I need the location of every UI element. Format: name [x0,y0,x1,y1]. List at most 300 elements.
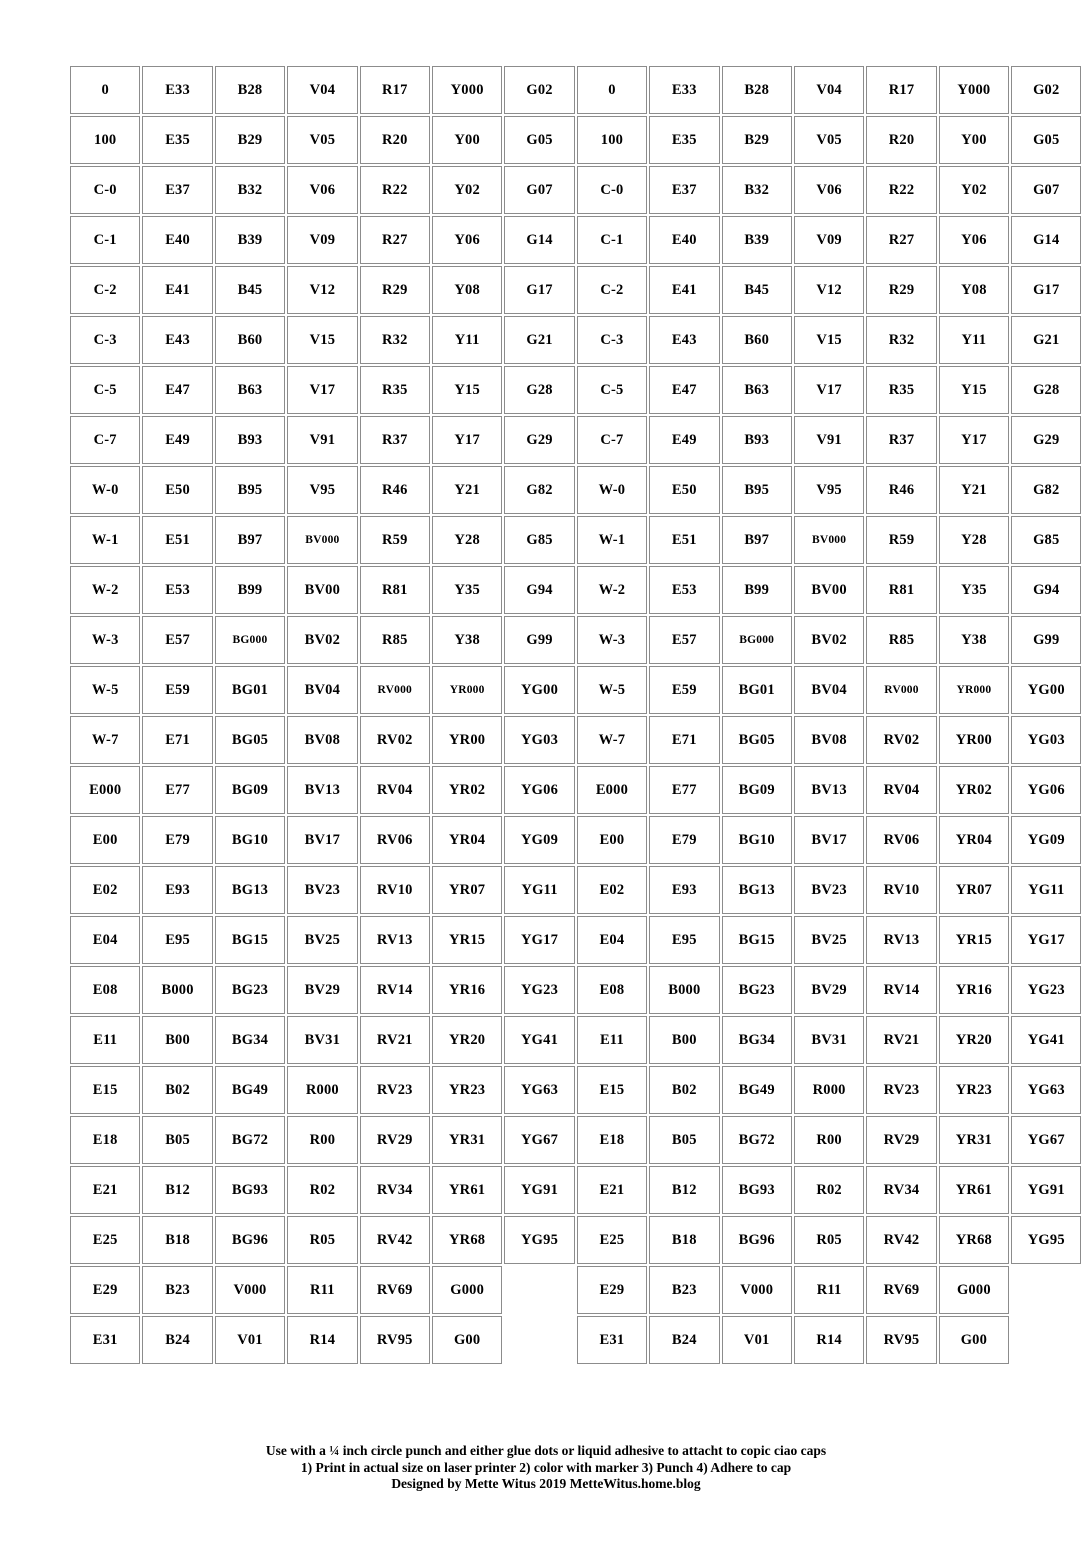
marker-code-cell: BG10 [722,816,792,864]
marker-code-cell: YR15 [432,916,502,964]
marker-code-cell: Y000 [939,66,1009,114]
marker-code-cell: Y000 [432,66,502,114]
marker-code-cell: BG72 [215,1116,285,1164]
marker-code-cell: E59 [649,666,719,714]
marker-code-cell: R46 [360,466,430,514]
marker-code-cell: E31 [577,1316,647,1364]
table-row [70,216,1081,264]
marker-code-cell: W-7 [70,716,140,764]
marker-code-cell: R22 [866,166,936,214]
marker-code-cell: E15 [577,1066,647,1114]
marker-code-cell: B00 [142,1016,212,1064]
footer-line-1: Use with a ¼ inch circle punch and either glue dots or liquid adhesive to attacht to copic ciao caps [265,1443,827,1458]
table-row [70,316,1081,364]
marker-code-cell: YR20 [939,1016,1009,1064]
marker-code-cell: B95 [215,466,285,514]
marker-code-cell: YG41 [504,1016,574,1064]
marker-code-cell: YR68 [432,1216,502,1264]
marker-code-cell: RV14 [866,966,936,1014]
marker-code-cell: R46 [866,466,936,514]
marker-code-cell: YR16 [432,966,502,1014]
marker-code-cell: E00 [577,816,647,864]
marker-code-cell: G000 [939,1266,1009,1314]
table-row [70,966,1081,1014]
table-body [70,66,1081,1364]
marker-code-cell: YG67 [504,1116,574,1164]
marker-code-cell: YR16 [939,966,1009,1014]
marker-code-cell: G00 [432,1316,502,1364]
table-row [70,1316,1081,1364]
marker-code-cell: G21 [1011,316,1081,364]
marker-code-cell: BV13 [287,766,357,814]
marker-code-cell: BV31 [287,1016,357,1064]
marker-code-cell: B99 [215,566,285,614]
marker-code-cell: R85 [866,616,936,664]
table-row [70,1216,1081,1264]
marker-code-cell: BG09 [722,766,792,814]
marker-code-cell: C-2 [70,266,140,314]
marker-code-cell: Y00 [432,116,502,164]
marker-code-cell: BG93 [722,1166,792,1214]
marker-code-cell: BG96 [215,1216,285,1264]
marker-code-cell: R11 [287,1266,357,1314]
marker-code-cell: RV69 [866,1266,936,1314]
marker-code-cell: RV29 [360,1116,430,1164]
marker-code-cell: C-5 [70,366,140,414]
marker-code-cell: B99 [722,566,792,614]
marker-code-cell: G29 [1011,416,1081,464]
marker-code-cell: B97 [722,516,792,564]
marker-code-cell: 0 [70,66,140,114]
marker-code-cell: RV23 [866,1066,936,1114]
marker-code-cell: E18 [577,1116,647,1164]
marker-code-cell: B28 [215,66,285,114]
marker-code-cell: RV14 [360,966,430,1014]
marker-code-cell: YG63 [504,1066,574,1114]
marker-code-cell: Y35 [432,566,502,614]
marker-code-cell: YR61 [939,1166,1009,1214]
marker-code-cell: V12 [794,266,864,314]
marker-code-cell: E25 [577,1216,647,1264]
table-row [70,1016,1081,1064]
marker-code-cell: G99 [1011,616,1081,664]
marker-code-cell: W-0 [70,466,140,514]
marker-code-cell: G05 [504,116,574,164]
marker-code-cell: R00 [287,1116,357,1164]
marker-code-cell: R29 [360,266,430,314]
marker-code-cell: W-0 [577,466,647,514]
marker-code-cell: R27 [360,216,430,264]
marker-code-cell: E29 [70,1266,140,1314]
marker-code-cell: Y38 [432,616,502,664]
marker-code-cell: B23 [142,1266,212,1314]
marker-code-cell: B93 [215,416,285,464]
marker-code-cell: R59 [360,516,430,564]
marker-code-cell: E29 [577,1266,647,1314]
marker-code-cell: W-1 [70,516,140,564]
marker-code-cell: G85 [504,516,574,564]
marker-code-cell: RV21 [866,1016,936,1064]
marker-code-cell: BG13 [722,866,792,914]
marker-code-cell: B00 [649,1016,719,1064]
marker-code-cell: E33 [142,66,212,114]
marker-code-cell: RV13 [866,916,936,964]
marker-code-cell: Y17 [432,416,502,464]
marker-code-cell: G21 [504,316,574,364]
marker-code-cell: R27 [866,216,936,264]
marker-code-cell: BG01 [722,666,792,714]
marker-code-cell: BV25 [287,916,357,964]
marker-code-cell: B24 [649,1316,719,1364]
marker-code-cell: B32 [722,166,792,214]
table-row [70,116,1081,164]
marker-code-cell: BG34 [722,1016,792,1064]
marker-code-cell: E71 [649,716,719,764]
footer-line-3: Designed by Mette Witus 2019 MetteWitus.home.blog [391,1476,701,1491]
marker-code-cell: E02 [70,866,140,914]
marker-code-cell: R05 [287,1216,357,1264]
table-row [70,816,1081,864]
marker-code-cell: E59 [142,666,212,714]
marker-code-cell: V09 [287,216,357,264]
marker-code-cell: RV02 [866,716,936,764]
empty-cell [1011,1316,1081,1364]
table-row [70,466,1081,514]
marker-code-cell: E31 [70,1316,140,1364]
marker-code-cell: E41 [142,266,212,314]
marker-code-cell: YG11 [1011,866,1081,914]
marker-code-cell: E50 [649,466,719,514]
marker-code-cell: RV04 [360,766,430,814]
marker-code-cell: BV000 [794,516,864,564]
marker-code-cell: B000 [649,966,719,1014]
marker-code-cell: YR20 [432,1016,502,1064]
marker-code-cell: BG13 [215,866,285,914]
marker-code-cell: G07 [1011,166,1081,214]
marker-code-cell: BG34 [215,1016,285,1064]
marker-code-cell: V09 [794,216,864,264]
marker-code-cell: RV42 [360,1216,430,1264]
marker-code-cell: B12 [142,1166,212,1214]
marker-code-cell: YR31 [939,1116,1009,1164]
marker-code-cell: BV00 [794,566,864,614]
marker-code-cell: BG09 [215,766,285,814]
marker-code-cell: G02 [504,66,574,114]
marker-code-cell: Y21 [432,466,502,514]
marker-code-cell: B000 [142,966,212,1014]
marker-code-cell: BG05 [215,716,285,764]
marker-code-cell: E49 [649,416,719,464]
marker-code-cell: RV000 [866,666,936,714]
marker-code-cell: G07 [504,166,574,214]
marker-code-cell: B29 [215,116,285,164]
marker-code-cell: BG93 [215,1166,285,1214]
marker-code-cell: E49 [142,416,212,464]
table-row [70,1166,1081,1214]
marker-code-cell: E53 [649,566,719,614]
marker-code-cell: E47 [649,366,719,414]
marker-code-cell: B05 [649,1116,719,1164]
marker-code-cell: RV69 [360,1266,430,1314]
marker-code-cell: V06 [287,166,357,214]
marker-code-cell: YR02 [939,766,1009,814]
marker-code-cell: BV29 [287,966,357,1014]
marker-code-cell: BV000 [287,516,357,564]
marker-code-cell: G17 [1011,266,1081,314]
marker-code-cell: Y17 [939,416,1009,464]
marker-code-cell: RV34 [866,1166,936,1214]
marker-code-cell: R14 [287,1316,357,1364]
marker-code-cell: R85 [360,616,430,664]
marker-code-cell: E57 [142,616,212,664]
marker-code-cell: V04 [287,66,357,114]
marker-code-cell: RV23 [360,1066,430,1114]
marker-code-cell: E000 [577,766,647,814]
marker-code-cell: G02 [1011,66,1081,114]
marker-code-cell: V000 [215,1266,285,1314]
marker-code-cell: B60 [722,316,792,364]
marker-code-cell: E57 [649,616,719,664]
marker-code-cell: YR23 [432,1066,502,1114]
marker-code-cell: B24 [142,1316,212,1364]
marker-code-cell: E79 [649,816,719,864]
marker-code-cell: B97 [215,516,285,564]
marker-code-cell: B12 [649,1166,719,1214]
marker-code-cell: G29 [504,416,574,464]
marker-code-cell: BG000 [722,616,792,664]
marker-code-cell: B60 [215,316,285,364]
marker-code-cell: E11 [70,1016,140,1064]
marker-code-cell: YR31 [432,1116,502,1164]
table-row [70,366,1081,414]
marker-code-cell: V12 [287,266,357,314]
table-row [70,916,1081,964]
marker-code-cell: R02 [794,1166,864,1214]
marker-code-cell: G82 [1011,466,1081,514]
marker-code-cell: E95 [142,916,212,964]
marker-code-cell: R35 [360,366,430,414]
table-row [70,616,1081,664]
marker-code-cell: B29 [722,116,792,164]
marker-code-cell: Y38 [939,616,1009,664]
marker-code-cell: R17 [866,66,936,114]
marker-code-cell: BV04 [287,666,357,714]
marker-code-cell: B63 [215,366,285,414]
marker-code-cell: V91 [794,416,864,464]
marker-code-cell: V01 [215,1316,285,1364]
marker-code-cell: R000 [794,1066,864,1114]
marker-code-cell: BV23 [287,866,357,914]
marker-code-cell: BG49 [215,1066,285,1114]
marker-code-cell: BG23 [722,966,792,1014]
marker-code-cell: YG03 [1011,716,1081,764]
marker-code-cell: BV17 [794,816,864,864]
marker-code-cell: BG01 [215,666,285,714]
marker-code-cell: YG91 [504,1166,574,1214]
marker-code-cell: V95 [287,466,357,514]
marker-code-cell: B23 [649,1266,719,1314]
table-row [70,666,1081,714]
marker-code-cell: YR000 [939,666,1009,714]
marker-code-cell: RV02 [360,716,430,764]
marker-code-cell: R37 [360,416,430,464]
table-row [70,266,1081,314]
table-row [70,766,1081,814]
marker-code-cell: YG95 [1011,1216,1081,1264]
marker-code-cell: RV10 [360,866,430,914]
marker-code-cell: RV95 [360,1316,430,1364]
marker-code-cell: V95 [794,466,864,514]
marker-code-cell: E53 [142,566,212,614]
marker-code-cell: C-3 [70,316,140,364]
footer-line-2: 1) Print in actual size on laser printer 2) color with marker 3) Punch 4) Adhere to cap [300,1459,792,1475]
marker-code-cell: E35 [142,116,212,164]
marker-code-cell: R00 [794,1116,864,1164]
marker-code-cell: BG05 [722,716,792,764]
marker-code-cell: B45 [722,266,792,314]
marker-code-cell: G85 [1011,516,1081,564]
marker-code-cell: BV31 [794,1016,864,1064]
marker-code-cell: YR04 [432,816,502,864]
marker-code-cell: Y08 [432,266,502,314]
marker-code-cell: Y08 [939,266,1009,314]
marker-code-cell: Y11 [939,316,1009,364]
marker-code-cell: B95 [722,466,792,514]
marker-code-cell: E47 [142,366,212,414]
marker-code-cell: V15 [287,316,357,364]
marker-code-cell: R29 [866,266,936,314]
marker-code-cell: E02 [577,866,647,914]
marker-code-cell: YG41 [1011,1016,1081,1064]
marker-code-cell: YG06 [1011,766,1081,814]
marker-code-cell: E21 [577,1166,647,1214]
marker-code-cell: B18 [649,1216,719,1264]
marker-code-cell: V15 [794,316,864,364]
marker-code-cell: Y11 [432,316,502,364]
empty-cell [504,1316,574,1364]
marker-code-cell: E08 [70,966,140,1014]
marker-code-cell: R32 [866,316,936,364]
marker-code-cell: E35 [649,116,719,164]
marker-code-cell: G99 [504,616,574,664]
marker-code-cell: BG96 [722,1216,792,1264]
marker-code-cell: G14 [1011,216,1081,264]
marker-code-cell: C-2 [577,266,647,314]
marker-code-cell: RV29 [866,1116,936,1164]
marker-code-cell: E95 [649,916,719,964]
marker-code-cell: RV34 [360,1166,430,1214]
marker-code-cell: B45 [215,266,285,314]
marker-code-cell: YG91 [1011,1166,1081,1214]
empty-cell [1011,1266,1081,1314]
marker-code-cell: YG00 [504,666,574,714]
marker-code-cell: B02 [142,1066,212,1114]
marker-code-cell: Y02 [432,166,502,214]
marker-code-cell: G14 [504,216,574,264]
marker-code-cell: YG11 [504,866,574,914]
marker-code-cell: B18 [142,1216,212,1264]
marker-code-cell: Y28 [939,516,1009,564]
marker-code-cell: YR61 [432,1166,502,1214]
marker-code-cell: E21 [70,1166,140,1214]
table-row [70,516,1081,564]
marker-code-cell: 0 [577,66,647,114]
table-row [70,1116,1081,1164]
marker-code-cell: YR00 [939,716,1009,764]
marker-code-cell: BV02 [287,616,357,664]
marker-code-cell: G94 [504,566,574,614]
marker-code-cell: B63 [722,366,792,414]
marker-code-cell: R81 [866,566,936,614]
marker-code-cell: BG15 [722,916,792,964]
marker-code-cell: BG000 [215,616,285,664]
marker-code-cell: YR07 [939,866,1009,914]
marker-code-cell: V01 [722,1316,792,1364]
marker-code-cell: BV13 [794,766,864,814]
marker-code-table [68,64,1083,1366]
marker-code-cell: YR07 [432,866,502,914]
marker-code-cell: YG00 [1011,666,1081,714]
marker-code-cell: E51 [142,516,212,564]
marker-code-cell: V05 [794,116,864,164]
marker-code-cell: YR23 [939,1066,1009,1114]
marker-code-sheet [68,64,1065,1366]
marker-code-cell: RV04 [866,766,936,814]
marker-code-cell: B39 [215,216,285,264]
marker-code-cell: R11 [794,1266,864,1314]
marker-code-cell: W-3 [577,616,647,664]
marker-code-cell: BV00 [287,566,357,614]
marker-code-cell: W-2 [70,566,140,614]
marker-code-cell: YG23 [504,966,574,1014]
table-row [70,716,1081,764]
marker-code-cell: C-5 [577,366,647,414]
marker-code-cell: W-2 [577,566,647,614]
marker-code-cell: Y28 [432,516,502,564]
marker-code-cell: BV17 [287,816,357,864]
marker-code-cell: BV25 [794,916,864,964]
marker-code-cell: R05 [794,1216,864,1264]
marker-code-cell: E77 [142,766,212,814]
marker-code-cell: YG17 [1011,916,1081,964]
marker-code-cell: R32 [360,316,430,364]
marker-code-cell: BV04 [794,666,864,714]
marker-code-cell: E50 [142,466,212,514]
marker-code-cell: G05 [1011,116,1081,164]
footer-instructions [0,1443,1092,1493]
marker-code-cell: YG09 [1011,816,1081,864]
marker-code-cell: Y06 [432,216,502,264]
marker-code-cell: E04 [577,916,647,964]
marker-code-cell: E43 [649,316,719,364]
marker-code-cell: G000 [432,1266,502,1314]
marker-code-cell: YR15 [939,916,1009,964]
marker-code-cell: RV21 [360,1016,430,1064]
marker-code-cell: R14 [794,1316,864,1364]
marker-code-cell: V17 [287,366,357,414]
marker-code-cell: Y15 [432,366,502,414]
marker-code-cell: E08 [577,966,647,1014]
marker-code-cell: YG23 [1011,966,1081,1014]
table-row [70,1266,1081,1314]
marker-code-cell: B93 [722,416,792,464]
marker-code-cell: RV95 [866,1316,936,1364]
marker-code-cell: E33 [649,66,719,114]
marker-code-cell: C-7 [70,416,140,464]
marker-code-cell: R20 [866,116,936,164]
marker-code-cell: B02 [649,1066,719,1114]
marker-code-cell: C-1 [70,216,140,264]
